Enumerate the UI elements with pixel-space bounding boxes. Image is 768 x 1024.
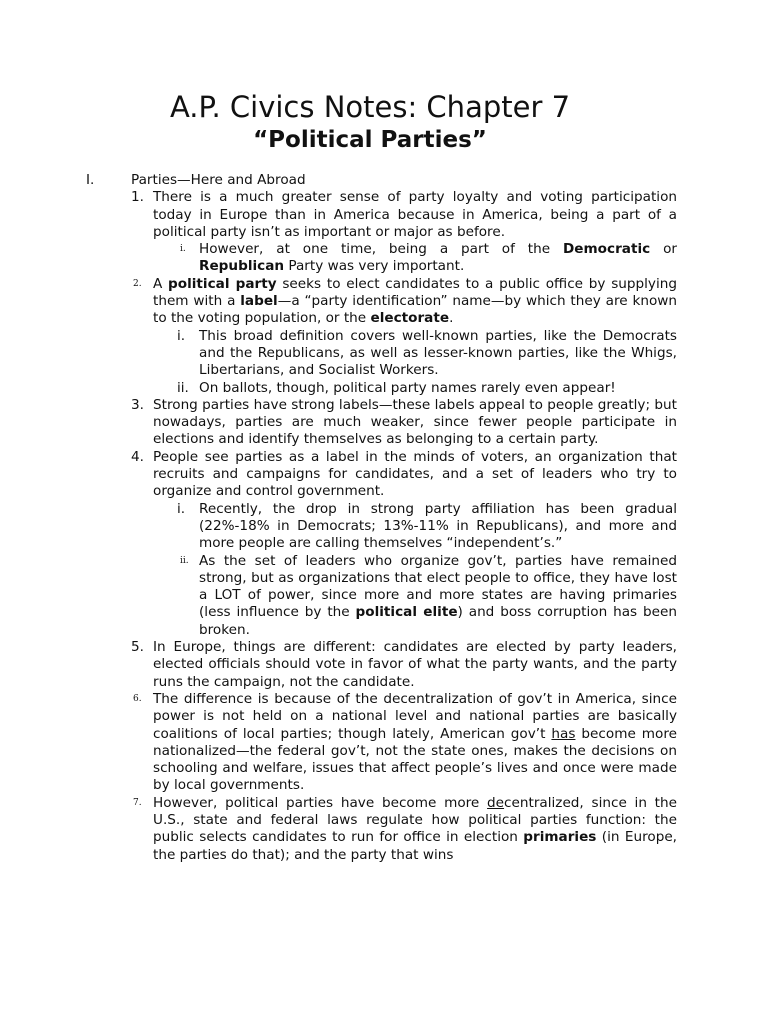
sub-item-1-i [0, 241, 768, 276]
item-text: However, political parties have become more decentralized, since in the U.S., state and federal laws regulate how political parties function: the public selects candidates to run for office in election primaries (in Europe, the parties do that); and the party that wins [153, 794, 678, 863]
item-text: The difference is because of the decentralization of gov’t in America, since power is not held on a national level and national parties are basically coalitions of local parties; though lately, American gov’t has become more nationalized—the federal gov’t, not the state ones, makes the decisions on schooling and welfare, issues that affect people’s lives and once were made by local governments. [153, 690, 677, 794]
item-text: People see parties as a label in the minds of voters, an organization that recruits and campaigns for candidates, and a set of leaders who try to organize and control government. [153, 448, 677, 500]
section-title: Parties—Here and Abroad [131, 172, 306, 188]
sub-item-text: This broad definition covers well-known parties, like the Democrats and the Republicans, as well as lesser-known parties, like the Whigs, Libertarians, and Socialist Workers. [199, 327, 677, 379]
item-number: 2. [133, 278, 142, 289]
sub-item-2-ii [0, 380, 768, 397]
page-title: A.P. Civics Notes: Chapter 7 [169, 90, 571, 124]
list-item-2 [0, 276, 768, 328]
list-item-3 [0, 397, 768, 449]
item-number: 5. [131, 639, 144, 656]
sub-item-2-i [0, 328, 768, 380]
item-number: 6. [133, 693, 142, 704]
item-text: There is a much greater sense of party loyalty and voting participation today in Europe than in America because in America, being a part of a political party isn’t as important or major as before. [153, 189, 677, 240]
item-number: 1. [131, 189, 144, 206]
sub-item-4-i [0, 501, 768, 553]
item-number: 4. [131, 448, 144, 465]
notes-body [0, 172, 768, 864]
item-number: 7. [133, 797, 142, 808]
sub-item-number: i. [177, 327, 186, 344]
page-subtitle: “Political Parties” [253, 127, 487, 153]
item-text: Strong parties have strong labels—these labels appeal to people greatly; but nowadays, parties are much weaker, since fewer people participate in elections and identify themselves as belonging to a certain party. [153, 396, 677, 448]
bold-term-political-party: political party [168, 275, 277, 292]
list-item-5 [0, 639, 768, 691]
sub-item-text: Recently, the drop in strong party affiliation has been gradual (22%-18% in Democrats; 13%-11% in Republicans), and more and more people are calling themselves “independent’s.” [199, 500, 677, 552]
sub-item-number: i. [180, 244, 186, 255]
underlined-prefix-de: de [487, 794, 505, 811]
sub-item-text: As the set of leaders who organize gov’t, parties have remained strong, but as organizations that elect people to office, they have lost a LOT of power, since more and more states are having primaries (less influence by the political elite) and boss corruption has been broken. [199, 552, 677, 638]
list-item-7 [0, 795, 768, 864]
item-number: 3. [131, 396, 144, 413]
item-text: In Europe, things are different: candidates are elected by party leaders, elected officials should vote in favor of what the party wants, and the party runs the campaign, not the candidate. [153, 639, 677, 690]
section-heading [0, 172, 768, 189]
sub-item-number: i. [177, 500, 186, 517]
sub-item-4-ii [0, 553, 768, 639]
bold-term-republican: Republican [199, 258, 285, 275]
sub-item-text: However, at one time, being a part of the Democratic or Republican Party was very important. [199, 241, 677, 275]
list-item-1 [0, 189, 768, 241]
bold-term-electorate: electorate [370, 310, 450, 327]
item-text: A political party seeks to elect candidates to a public office by supplying them with a label—a “party identification” name—by which they are known to the voting population, or the electorate. [153, 275, 677, 327]
bold-term-primaries: primaries [523, 829, 597, 846]
sub-item-number: ii. [180, 555, 189, 566]
list-item-4 [0, 449, 768, 501]
bold-term-label: label [240, 293, 278, 310]
section-numeral: I. [86, 172, 95, 188]
sub-item-text: On ballots, though, political party names rarely even appear! [199, 379, 616, 396]
bold-term-political-elite: political elite [355, 604, 458, 621]
underlined-word-has: has [551, 725, 576, 742]
bold-term-democratic: Democratic [563, 241, 651, 258]
sub-item-number: ii. [177, 379, 189, 396]
list-item-6 [0, 691, 768, 795]
